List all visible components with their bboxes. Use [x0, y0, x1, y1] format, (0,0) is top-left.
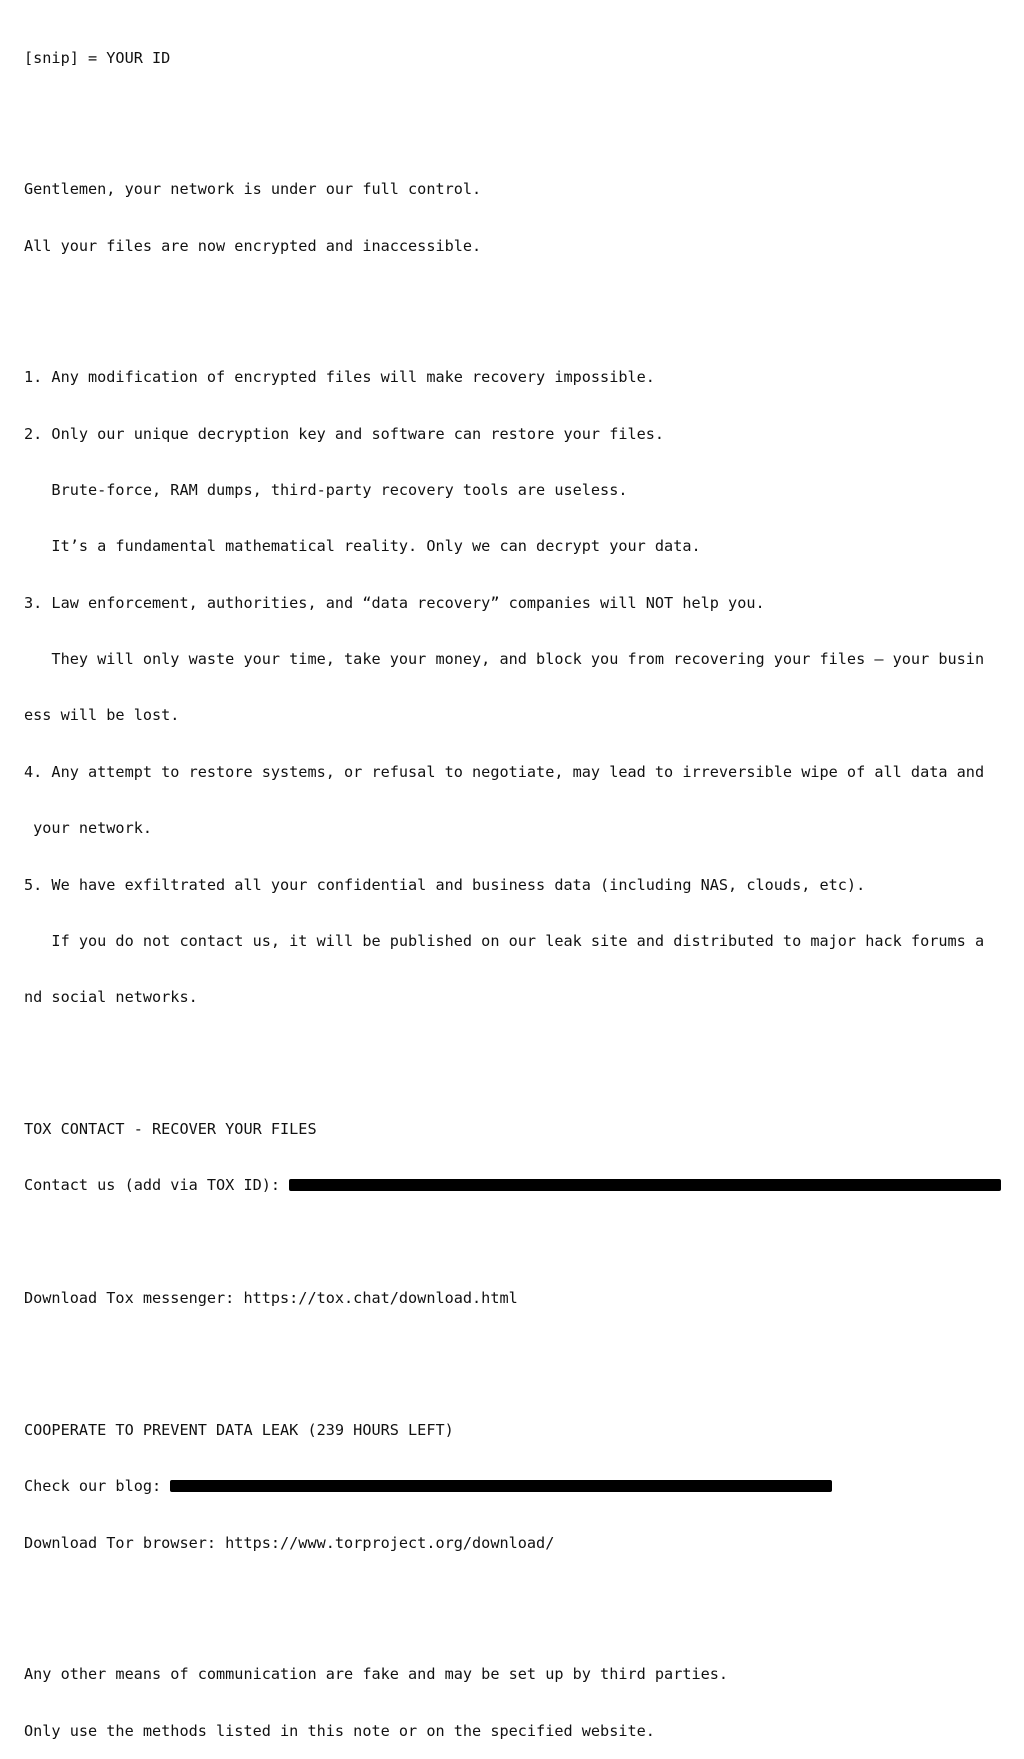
rule-3-detail-a: They will only waste your time, take your money, and block you from recovering your files — your busin [24, 650, 985, 669]
rule-3: 3. Law enforcement, authorities, and “data recovery” companies will NOT help you. [24, 593, 765, 612]
rule-5-detail-b: nd social networks. [24, 988, 198, 1007]
blank-line [24, 1590, 1014, 1609]
tox-download-line[interactable]: Download Tox messenger: https://tox.chat/download.html [24, 1289, 518, 1308]
redacted-blog-url [170, 1480, 832, 1492]
ransom-note [24, 11, 1014, 1759]
blank-line [24, 105, 1014, 124]
intro-line-2: All your files are now encrypted and inaccessible. [24, 236, 482, 255]
rule-1: 1. Any modification of encrypted files will make recovery impossible. [24, 368, 655, 387]
id-line: [snip] = YOUR ID [24, 48, 171, 67]
footer-line-2: Only use the methods listed in this note or on the specified website. [24, 1721, 655, 1740]
intro-line-1: Gentlemen, your network is under our full control. [24, 180, 482, 199]
rule-2-detail-b: It’s a fundamental mathematical reality. Only we can decrypt your data. [24, 537, 701, 556]
footer-line-1: Any other means of communication are fake and may be set up by third parties. [24, 1665, 729, 1684]
blank-line [24, 1233, 1014, 1252]
rule-3-detail-b: ess will be lost. [24, 706, 180, 725]
rule-5-detail-a: If you do not contact us, it will be published on our leak site and distributed to major hack forums a [24, 932, 985, 951]
rule-4-continued: your network. [24, 819, 153, 838]
tor-download-line[interactable]: Download Tor browser: https://www.torproject.org/download/ [24, 1533, 555, 1552]
blank-line [24, 1346, 1014, 1365]
rule-4: 4. Any attempt to restore systems, or refusal to negotiate, may lead to irreversible wipe of all data and [24, 762, 985, 781]
blank-line [24, 1045, 1014, 1064]
blog-line [24, 1477, 1014, 1496]
leak-heading: COOPERATE TO PREVENT DATA LEAK (239 HOURS LEFT) [24, 1420, 454, 1439]
rule-2-detail-a: Brute-force, RAM dumps, third-party recovery tools are useless. [24, 480, 628, 499]
tox-contact-label: Contact us (add via TOX ID): [24, 1176, 290, 1195]
redacted-tox-id [289, 1179, 1001, 1191]
blog-label: Check our blog: [24, 1477, 171, 1496]
rule-5: 5. We have exfiltrated all your confidential and business data (including NAS, clouds, etc). [24, 875, 866, 894]
blank-line [24, 293, 1014, 312]
tox-heading: TOX CONTACT - RECOVER YOUR FILES [24, 1120, 317, 1139]
rule-2: 2. Only our unique decryption key and software can restore your files. [24, 424, 665, 443]
tox-contact-line [24, 1176, 1014, 1195]
